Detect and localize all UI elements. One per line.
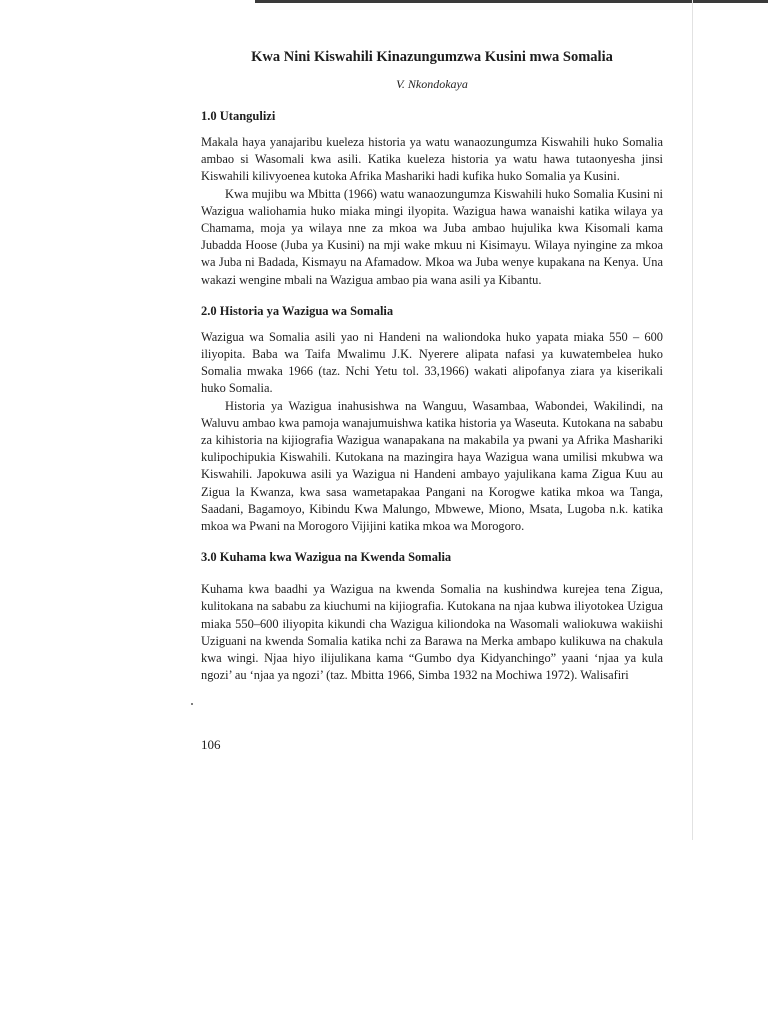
section-heading: 3.0 Kuhama kwa Wazigua na Kwenda Somalia: [201, 550, 452, 565]
paragraph: Wazigua wa Somalia asili yao ni Handeni na waliondoka huko yapata miaka 550 – 600 iliyopita. Baba wa Taifa Mwalimu J.K. Nyerere alipata nafasi ya kuwatembelea huko Somalia mwaka 1966 (taz. Nchi Yetu tol. 33,1966) wakati alipofanya ziara ya kiserikali huko Somalia.: [201, 329, 663, 396]
section-heading: 1.0 Utangulizi: [201, 109, 276, 123]
scan-border-right: [692, 0, 693, 840]
section-history: [201, 303, 663, 535]
paragraph: Makala haya yanajaribu kueleza historia ya watu wanaozungumza Kiswahili huko Somalia ambao si Wasomali kwa asili. Katika kueleza historia ya watu hawa tutaonyesha jinsi Kiswahili kilivyoenea kutoka Afrika Mashariki hadi kufika huko Somalia ya Kusini.: [201, 135, 663, 184]
paragraph: Kuhama kwa baadhi ya Wazigua na kwenda Somalia na kushindwa kurejea tena Zigua, kulitokana na sababu za kiuchumi na kijiografia. Kutokana na njaa kubwa iliyotokea Uzigua miaka 550–600 iliyopita kikundi cha Wazigua kiliondoka na Wasomali waliokuwa wakiishi Uziguani na kwenda Somalia katika nchi za Barawa na Merka ambapo kulikuwa na chakula kwa wingi. Njaa hiyo ilijulikana kama “Gumbo dya Kidyanchingo” yaani ‘njaa ya kula ngozi’ au ‘njaa ya ngozi’ (taz. Mbitta 1966, Simba 1932 na Mochiwa 1972). Walisafiri: [201, 582, 663, 683]
article-title: Kwa Nini Kiswahili Kinazungumzwa Kusini mwa Somalia: [251, 49, 613, 65]
article-author: V. Nkondokaya: [396, 77, 468, 91]
article-page: [201, 48, 663, 698]
section-migration: [201, 549, 663, 684]
paragraph: Historia ya Wazigua inahusishwa na Wanguu, Wasambaa, Wabondei, Wakilindi, na Waluvu ambao kwa pamoja wanajumuishwa katika historia ya Waseuta. Kutokana na sababu za kihistoria na kijiografia Wazigua wanapakana na makabila ya pwani ya Afrika Mashariki kulipochipukia Kiswahili. Kutokana na mazingira haya Wazigua wana umilisi mkubwa wa Kiswahili. Japokuwa asili ya Wazigua ni Handeni ambayo yajulikana kama Zigua Kuu au Zigua la Kwanza, kwa sasa wametapakaa Pangani na Korogwe katika mkoa wa Tanga, Saadani, Bagamoyo, Kibindu Kwa Malungo, Mbwewe, Miono, Msata, Lugoba n.k. katika mkoa wa Pwani na Morogoro Vijijini katika mkoa wa Morogoro.: [201, 398, 663, 534]
section-heading: 2.0 Historia ya Wazigua wa Somalia: [201, 303, 394, 318]
paragraph: Kwa mujibu wa Mbitta (1966) watu wanaozungumza Kiswahili huko Somalia Kusini ni Wazigua waliohamia huko miaka mingi ilyopita. Wazigua hawa wanaishi katika wilaya ya Chamama, moja ya wilaya nne za mkoa wa Juba ambao hujulika kwa Kisomali kama Jubadda Hoose (Juba ya Kusini) na mji wake mkuu ni Kisimayu. Wilaya nyingine za mkoa wa Juba ni Badada, Kismayu na Afamadow. Mkoa wa Juba wenye kupakana na Kenya. Una wakazi wengine mbali na Wazigua ambao pia wana asili ya Kibantu.: [201, 186, 663, 287]
page-number: 106: [201, 737, 221, 752]
section-introduction: [201, 108, 663, 289]
scan-speck: [191, 703, 193, 705]
